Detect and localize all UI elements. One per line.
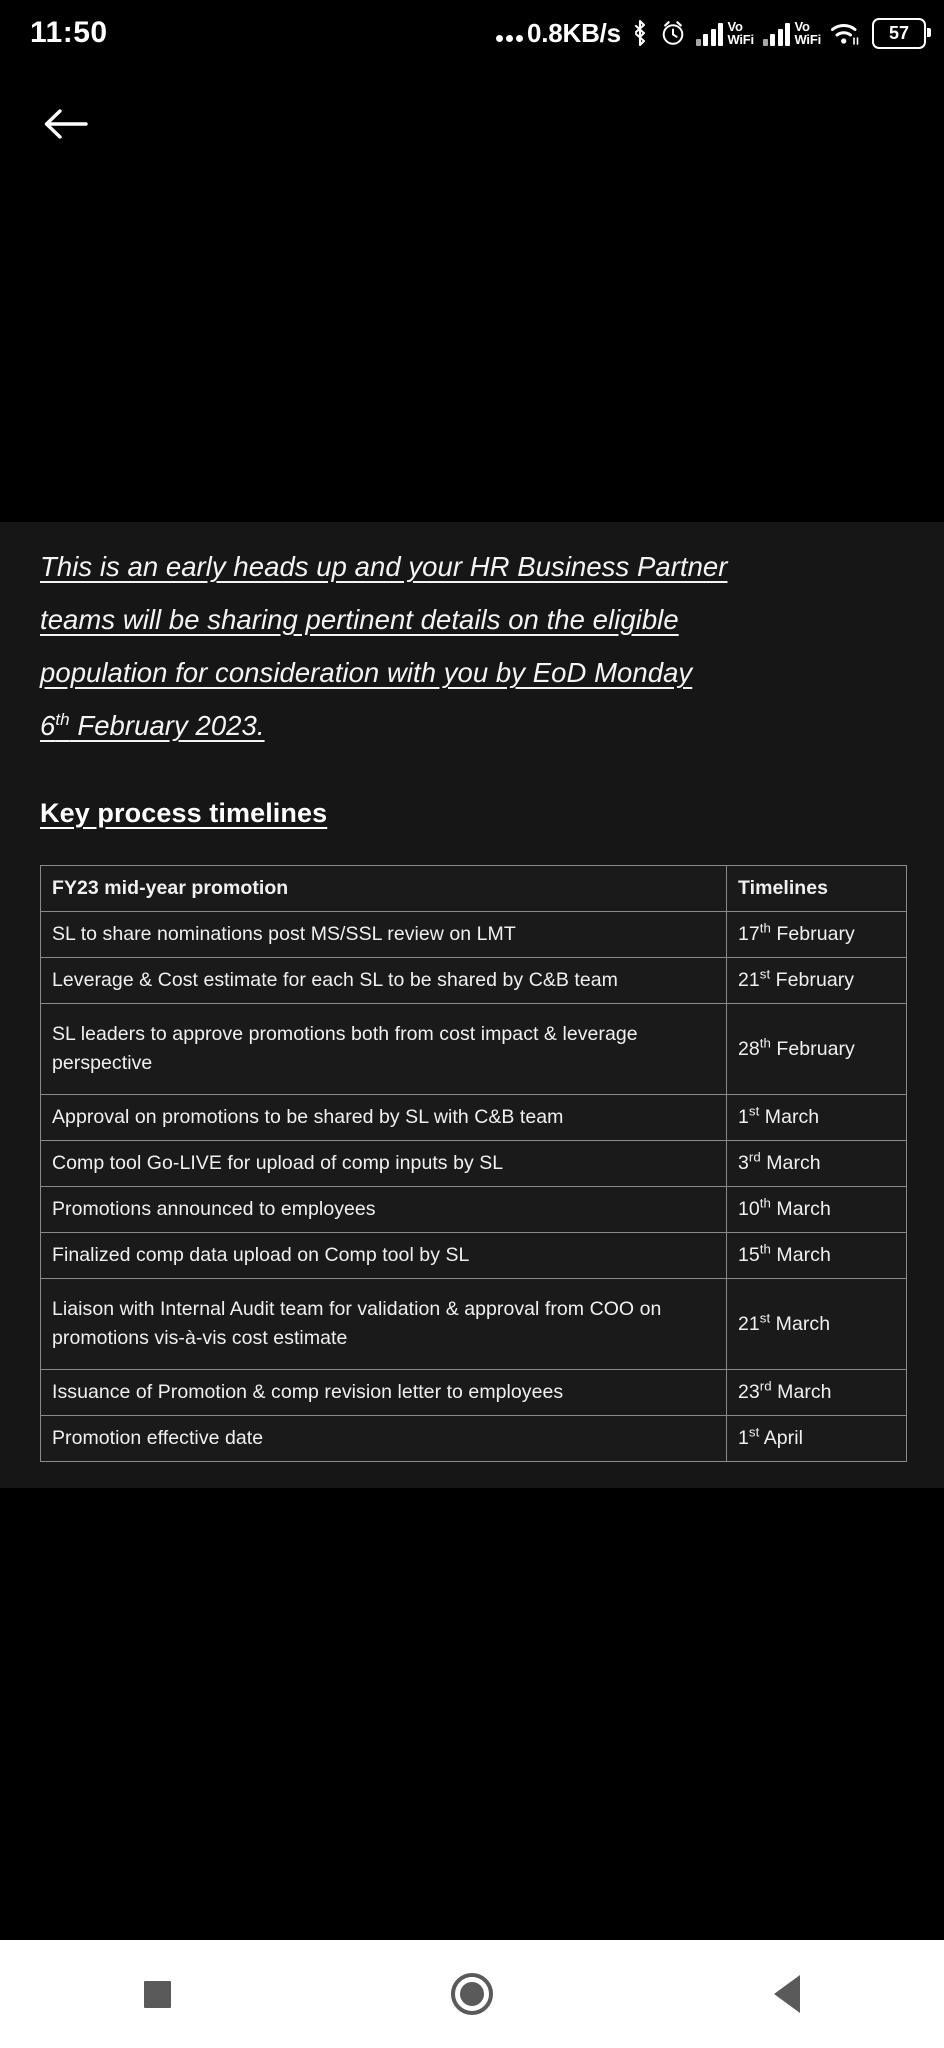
home-button[interactable] xyxy=(417,1940,527,2048)
intro-line-3: population for consideration with you by EoD Monday xyxy=(40,657,693,688)
timeline-day: 21 xyxy=(738,1312,760,1335)
network-speed-indicator xyxy=(496,18,621,49)
timeline-day-suffix: th xyxy=(759,1241,771,1257)
timeline-day: 21 xyxy=(738,969,760,991)
back-nav-button[interactable] xyxy=(732,1940,842,2048)
intro-line-2: teams will be sharing pertinent details on the eligible xyxy=(40,604,679,635)
timeline-day-suffix: st xyxy=(759,1310,771,1325)
table-cell-task: Finalized comp data upload on Comp tool by SL xyxy=(41,1233,727,1279)
table-cell-task: Liaison with Internal Audit team for validation & approval from COO on promotions vis-à-vis cost estimate xyxy=(41,1279,727,1370)
circle-home-icon xyxy=(451,1973,493,2015)
timeline-day: 1 xyxy=(738,1106,749,1128)
timeline-day-suffix: st xyxy=(748,1103,760,1119)
recents-button[interactable] xyxy=(102,1940,212,2048)
intro-line-4 xyxy=(40,710,265,741)
intro-line-1: This is an early heads up and your HR Business Partner xyxy=(40,551,728,582)
table-row xyxy=(41,912,907,958)
table-row xyxy=(41,1095,907,1141)
timeline-day-suffix: th xyxy=(759,1035,771,1050)
table-cell-task: Approval on promotions to be shared by SL with C&B team xyxy=(41,1095,727,1141)
network-activity-dots-icon xyxy=(496,35,523,45)
timeline-day: 3 xyxy=(738,1152,749,1174)
table-cell-task: Promotion effective date xyxy=(41,1416,727,1462)
status-icons-group xyxy=(496,18,926,49)
table-row xyxy=(41,1233,907,1279)
table-header-task: FY23 mid-year promotion xyxy=(41,866,727,912)
timeline-month: February xyxy=(770,969,855,991)
table-body xyxy=(41,912,907,1462)
table-row xyxy=(41,1279,907,1370)
table-cell-timeline xyxy=(727,958,907,1004)
timeline-month: February xyxy=(770,1037,855,1060)
table-cell-timeline xyxy=(727,1141,907,1187)
timeline-month: March xyxy=(770,1312,831,1335)
table-cell-timeline xyxy=(727,1095,907,1141)
table-row xyxy=(41,958,907,1004)
wifi-icon xyxy=(830,20,861,46)
network-speed-value: 0.8KB/s xyxy=(526,17,621,48)
table-cell-timeline xyxy=(727,1187,907,1233)
timeline-month: February xyxy=(770,923,855,945)
section-heading: Key process timelines xyxy=(40,798,328,828)
table-cell-timeline xyxy=(727,1370,907,1416)
document-page xyxy=(0,522,944,1488)
timeline-month: March xyxy=(760,1152,821,1174)
timeline-day-suffix: rd xyxy=(759,1378,772,1394)
table-cell-task: Issuance of Promotion & comp revision letter to employees xyxy=(41,1370,727,1416)
table-cell-task: SL to share nominations post MS/SSL review on LMT xyxy=(41,912,727,958)
signal-bars-icon xyxy=(763,22,791,46)
table-header-timeline: Timelines xyxy=(727,866,907,912)
timelines-table xyxy=(40,865,907,1462)
timeline-day-suffix: st xyxy=(759,966,771,982)
timeline-day: 15 xyxy=(738,1244,760,1266)
signal-bars-icon xyxy=(696,22,724,46)
table-cell-timeline xyxy=(727,1416,907,1462)
table-cell-timeline xyxy=(727,1279,907,1370)
table-cell-task: Promotions announced to employees xyxy=(41,1187,727,1233)
table-cell-task: SL leaders to approve promotions both from cost impact & leverage perspective xyxy=(41,1004,727,1095)
intro-paragraph xyxy=(40,540,910,752)
timeline-day-suffix: st xyxy=(748,1424,760,1440)
timeline-day: 28 xyxy=(738,1037,760,1060)
battery-level-text: 57 xyxy=(888,23,910,43)
table-cell-task: Leverage & Cost estimate for each SL to be shared by C&B team xyxy=(41,958,727,1004)
android-navigation-bar xyxy=(0,1940,944,2048)
intro-day-suffix: th xyxy=(55,709,70,729)
table-row xyxy=(41,1004,907,1095)
triangle-back-icon xyxy=(774,1975,800,2013)
sim1-signal-indicator xyxy=(696,20,754,47)
timeline-day: 10 xyxy=(738,1198,760,1220)
sim1-vowifi-label: Vo WiFi xyxy=(727,18,754,47)
timeline-day-suffix: rd xyxy=(748,1149,761,1165)
table-cell-timeline xyxy=(727,1004,907,1095)
table-cell-task: Comp tool Go-LIVE for upload of comp inputs by SL xyxy=(41,1141,727,1187)
square-recents-icon xyxy=(144,1981,171,2008)
arrow-left-icon xyxy=(43,104,89,144)
timeline-month: March xyxy=(770,1198,831,1220)
timeline-day-suffix: th xyxy=(759,1195,771,1211)
timeline-day-suffix: th xyxy=(759,920,771,936)
table-header-row xyxy=(41,866,907,912)
document-viewer[interactable] xyxy=(0,186,944,1940)
timeline-day: 1 xyxy=(738,1427,749,1449)
timeline-month: March xyxy=(771,1381,832,1403)
timeline-month: April xyxy=(759,1427,803,1449)
timeline-month: March xyxy=(770,1244,831,1266)
timeline-day: 23 xyxy=(738,1381,760,1403)
intro-day: 6 xyxy=(40,710,56,741)
back-button[interactable] xyxy=(30,88,102,160)
timeline-month: March xyxy=(759,1106,820,1128)
battery-indicator xyxy=(872,18,926,49)
intro-date-rest: February 2023. xyxy=(69,710,265,741)
status-bar xyxy=(0,0,944,66)
timeline-day: 17 xyxy=(738,923,760,945)
table-row xyxy=(41,1187,907,1233)
sim2-signal-indicator xyxy=(763,20,821,47)
table-row xyxy=(41,1416,907,1462)
table-cell-timeline xyxy=(727,912,907,958)
sim2-vowifi-label: Vo WiFi xyxy=(794,18,821,47)
table-row xyxy=(41,1370,907,1416)
table-cell-timeline xyxy=(727,1233,907,1279)
alarm-clock-icon xyxy=(659,19,687,47)
app-bar xyxy=(0,66,944,186)
status-clock: 11:50 xyxy=(30,16,108,49)
table-row xyxy=(41,1141,907,1187)
bluetooth-icon xyxy=(630,18,650,48)
